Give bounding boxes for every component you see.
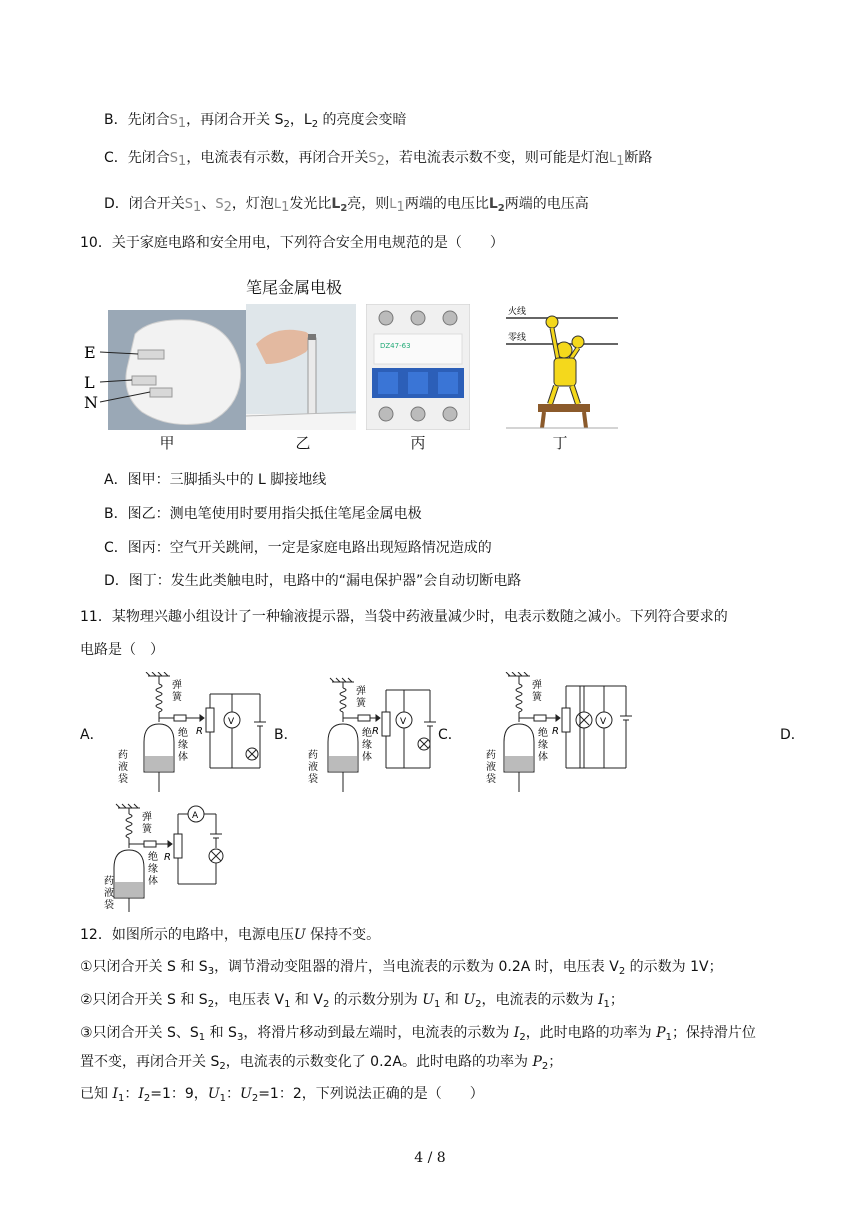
- svg-text:液: 液: [486, 762, 496, 773]
- svg-text:液: 液: [118, 762, 128, 773]
- caption-bing: 丙: [410, 434, 426, 452]
- q10-option-c: C．图丙：空气开关跳闸，一定是家庭电路出现短路情况造成的: [104, 540, 492, 556]
- q11-option-b-label: B．: [274, 727, 298, 743]
- breaker-model: DZ47-63: [380, 342, 411, 350]
- plug-pin-l: [132, 376, 156, 385]
- q11-option-d-label: D．: [780, 727, 805, 743]
- q12-stem: 12．如图所示的电路中，电源电压U 保持不变。: [80, 927, 381, 943]
- svg-text:A: A: [192, 811, 199, 821]
- q12-given: 已知 $I_1$：$I_2=1$：9，$U_1$：$U_2=1$：2，下列说法正确的是（ ）: [80, 1086, 484, 1104]
- plug-label-l: L: [84, 373, 95, 392]
- svg-text:药: 药: [486, 750, 496, 761]
- svg-text:弹: 弹: [142, 812, 152, 823]
- plug-pin-e: [138, 350, 164, 359]
- q11-stem-line1: 11．某物理兴趣小组设计了一种输液提示器，当袋中药液量减少时，电表示数随之减小。下列符合要求的: [80, 609, 728, 625]
- caption-yi: 乙: [295, 434, 311, 452]
- svg-text:体: 体: [362, 752, 372, 763]
- q11-stem-line2: 电路是（ ）: [80, 642, 164, 658]
- svg-text:体: 体: [538, 752, 548, 763]
- page-number: 4 / 8: [414, 1150, 446, 1166]
- svg-text:簧: 簧: [172, 692, 182, 703]
- svg-text:药: 药: [104, 876, 114, 887]
- q11-option-a-label: A．: [80, 727, 104, 743]
- q9-option-b: B．先闭合$S_1$，再闭合开关 $S_2$，$L_2$ 的亮度会变暗: [104, 112, 407, 131]
- svg-text:弹: 弹: [172, 680, 182, 691]
- test-pen-image: [246, 304, 356, 430]
- svg-text:绝: 绝: [362, 728, 372, 739]
- svg-text:弹: 弹: [532, 680, 542, 691]
- svg-text:弹: 弹: [356, 686, 366, 697]
- caption-ding: 丁: [552, 434, 568, 452]
- svg-text:体: 体: [148, 876, 158, 887]
- q12-condition-2: ②只闭合开关 S 和 $S_2$，电压表 $V_1$ 和 $V_2$ 的示数分别为 $U_1$ 和 $U_2$，电流表的示数为 $I_1$；: [80, 992, 624, 1010]
- pen-label: 笔尾金属电极: [246, 278, 343, 297]
- svg-text:簧: 簧: [356, 698, 366, 709]
- q10-option-d: D．图丁：发生此类触电时，电路中的“漏电保护器”会自动切断电路: [104, 573, 522, 589]
- svg-text:V: V: [400, 717, 407, 727]
- plug-label-e: E: [84, 343, 96, 362]
- plug-image: [80, 304, 256, 430]
- neutral-wire-label: 零线: [508, 333, 527, 343]
- circuit-a: [112, 672, 272, 794]
- q11-option-c-label: C．: [438, 727, 462, 743]
- svg-text:体: 体: [178, 752, 188, 763]
- svg-text:袋: 袋: [308, 774, 318, 785]
- circuit-d: [104, 800, 254, 912]
- svg-text:绝: 绝: [538, 728, 548, 739]
- svg-text:R: R: [372, 726, 379, 737]
- electric-shock-image: [506, 304, 618, 430]
- circuit-b: [296, 672, 446, 794]
- caption-jia: 甲: [159, 434, 175, 452]
- plug-pin-n: [150, 388, 172, 397]
- q10-stem: 10．关于家庭电路和安全用电，下列符合安全用电规范的是（ ）: [80, 235, 504, 251]
- air-switch-image: [366, 304, 470, 430]
- svg-text:液: 液: [308, 762, 318, 773]
- svg-text:袋: 袋: [104, 900, 114, 911]
- svg-text:绝: 绝: [148, 852, 158, 863]
- svg-text:缘: 缘: [148, 864, 158, 875]
- svg-text:袋: 袋: [486, 774, 496, 785]
- q12-condition-1: ①只闭合开关 S 和 $S_3$，调节滑动变阻器的滑片，当电流表的示数为 0.2A 时，电压表 $V_2$ 的示数为 1V；: [80, 959, 723, 977]
- svg-text:V: V: [228, 717, 235, 727]
- svg-text:V: V: [600, 717, 607, 727]
- svg-text:簧: 簧: [532, 692, 542, 703]
- svg-text:缘: 缘: [178, 740, 188, 751]
- svg-text:R: R: [552, 726, 559, 737]
- svg-text:缘: 缘: [538, 740, 548, 751]
- svg-text:R: R: [164, 852, 171, 863]
- svg-text:药: 药: [308, 750, 318, 761]
- circuit-c: [484, 672, 634, 794]
- svg-text:簧: 簧: [142, 824, 152, 835]
- live-wire-label: 火线: [508, 307, 527, 317]
- q12-condition-3b: 置不变，再闭合开关 $S_2$，电流表的示数变化了 0.2A。此时电路的功率为 $P_2$；: [80, 1054, 563, 1072]
- q9-option-d: D．闭合开关$S_1$、$S_2$，灯泡$L_1$发光比$L_2$亮，则$L_1$两端的电压比$L_2$两端的电压高: [104, 196, 589, 215]
- svg-text:缘: 缘: [362, 740, 372, 751]
- svg-text:绝: 绝: [178, 728, 188, 739]
- svg-text:R: R: [196, 726, 203, 737]
- q10-option-b: B．图乙：测电笔使用时要用指尖抵住笔尾金属电极: [104, 506, 422, 522]
- q12-condition-3a: ③只闭合开关 S、$S_1$ 和 $S_3$，将滑片移动到最左端时，电流表的示数为 $I_2$，此时电路的功率为 $P_1$；保持滑片位: [80, 1025, 756, 1043]
- svg-text:液: 液: [104, 888, 114, 899]
- q9-option-c: C．先闭合$S_1$，电流表有示数，再闭合开关$S_2$，若电流表示数不变，则可能是灯泡$L_1$断路: [104, 150, 653, 169]
- svg-text:药: 药: [118, 750, 128, 761]
- svg-text:袋: 袋: [118, 774, 128, 785]
- q10-option-a: A．图甲：三脚插头中的 L 脚接地线: [104, 472, 327, 488]
- plug-label-n: N: [84, 393, 98, 412]
